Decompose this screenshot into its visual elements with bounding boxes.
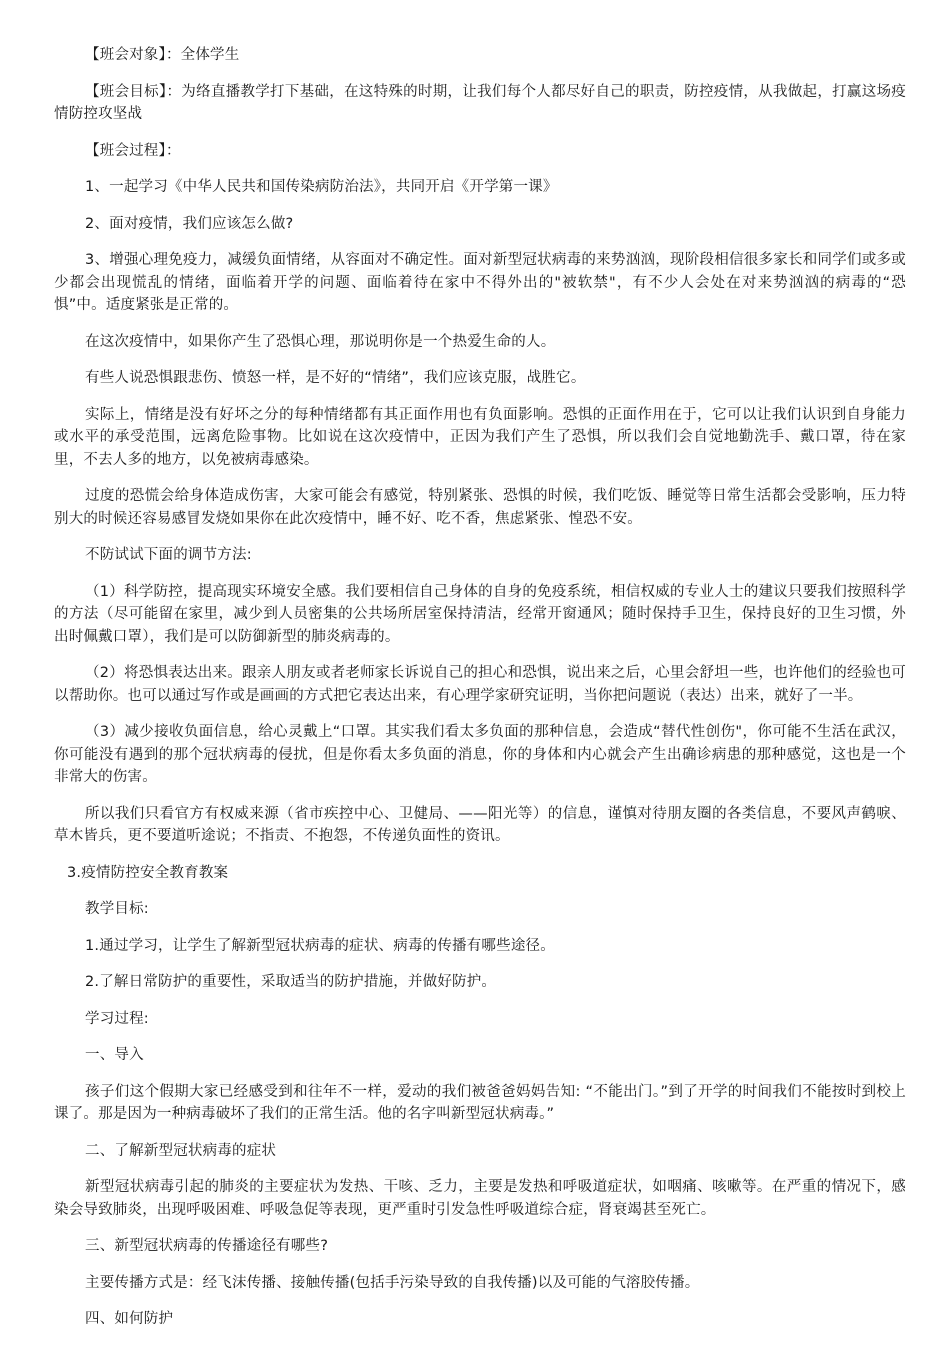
part-4-heading: 四、如何防护	[85, 1311, 174, 1327]
document-page	[54, 44, 906, 1345]
part-1-heading: 一、导入	[85, 1047, 144, 1063]
part-3-heading: 三、新型冠状病毒的传播途径有哪些?	[85, 1238, 329, 1254]
paragraph-methods-intro: 不防试试下面的调节方法:	[85, 547, 252, 563]
paragraph-fear-emotion: 有些人说恐惧跟悲伤、愤怒一样，是不好的“情绪”，我们应该克服，战胜它。	[85, 370, 586, 386]
process-item-3: 3、增强心理免疫力，减缓负面情绪，从容面对不确定性。面对新型冠状病毒的来势汹汹，现阶段相信很多家长和同学们或多或少都会出现慌乱的情绪，面临着开学的问题、面临着待在家中不得外出的"被软禁"，有不少人会处在对来势汹汹的病毒的“恐惧”中。适度紧张是正常的。	[54, 252, 906, 313]
method-1: （1）科学防控，提高现实环境安全感。我们要相信自己身体的自身的免疫系统，相信权威的专业人士的建议只要我们按照科学的方法（尽可能留在家里，减少到人员密集的公共场所居室保持清洁，经常开窗通风；随时保持手卫生，保持良好的卫生习惯，外出时佩戴口罩），我们是可以防御新型的肺炎病毒的。	[54, 583, 906, 645]
paragraph-official-sources: 所以我们只看官方有权威来源（省市疾控中心、卫健局、——阳光等）的信息，谨慎对待朋友圈的各类信息，不要风声鹤唳、草木皆兵，更不要道听途说；不指责、不抱怨，不传递负面性的资讯。	[54, 805, 906, 844]
learning-process-heading: 学习过程:	[85, 1010, 149, 1027]
teaching-goal-heading: 教学目标:	[85, 901, 149, 917]
paragraph-fear-love-life: 在这次疫情中，如果你产生了恐惧心理，那说明你是一个热爱生命的人。	[85, 333, 556, 350]
process-item-1: 1、一起学习《中华人民共和国传染病防治法》，共同开启《开学第一课》	[85, 179, 558, 195]
part-2-text: 新型冠状病毒引起的肺炎的主要症状为发热、干咳、乏力，主要是发热和呼吸道症状，如咽痛、咳嗽等。在严重的情况下，感染会导致肺炎，出现呼吸困难、呼吸急促等表现，更严重时引发急性呼吸道综合症，肾衰竭甚至死亡。	[54, 1179, 906, 1218]
method-2: （2）将恐惧表达出来。跟亲人朋友或者老师家长诉说自己的担心和恐惧，说出来之后，心里会舒坦一些，也许他们的经验也可以帮助你。也可以通过写作或是画画的方式把它表达出来，有心理学家研究证明，当你把问题说（表达）出来，就好了一半。	[54, 665, 906, 704]
section-title: 3.疫情防控安全教育教案	[67, 864, 229, 881]
process-item-2: 2、面对疫情，我们应该怎么做?	[85, 215, 294, 232]
class-process-heading: 【班会过程】：	[85, 142, 181, 159]
paragraph-emotion-effects: 实际上，情绪是没有好坏之分的每种情绪都有其正面作用也有负面影响。恐惧的正面作用在于，它可以让我们认识到自身能力或水平的承受范围，远离危险事物。比如说在这次疫情中，正因为我们产生了恐惧，所以我们会自觉地勤洗手、戴口罩，待在家里，不去人多的地方，以免被病毒感染。	[54, 406, 906, 468]
class-goal: 【班会目标】：为络直播教学打下基础，在这特殊的时期，让我们每个人都尽好自己的职责，防控疫情，从我做起，打赢这场疫情防控攻坚战	[54, 83, 906, 122]
teaching-goal-2: 2.了解日常防护的重要性，采取适当的防护措施，并做好防护。	[85, 974, 497, 990]
method-3: （3）减少接收负面信息，给心灵戴上“口罩。其实我们看太多负面的那种信息，会造成“替代性创伤"，你可能不生活在武汉，你可能没有遇到的那个冠状病毒的侵扰，但是你看太多负面的消息，你的身体和内心就会产生出确诊病患的那种感觉，这也是一个非常大的伤害。	[54, 724, 906, 785]
part-1-text: 孩子们这个假期大家已经感受到和往年不一样，爱动的我们被爸爸妈妈告知: “不能出门。”到了开学的时间我们不能按时到校上课了。那是因为一种病毒破坏了我们的正常生活。他的名字叫新型冠状病毒。”	[54, 1083, 906, 1122]
part-3-text: 主要传播方式是：经飞沫传播、接触传播(包括手污染导致的自我传播)以及可能的气溶胶传播。	[85, 1274, 700, 1291]
part-2-heading: 二、了解新型冠状病毒的症状	[85, 1142, 277, 1159]
teaching-goal-1: 1.通过学习，让学生了解新型冠状病毒的症状、病毒的传播有哪些途径。	[85, 937, 555, 954]
class-audience: 【班会对象】：全体学生	[85, 47, 240, 63]
paragraph-excessive-panic: 过度的恐慌会给身体造成伤害，大家可能会有感觉，特别紧张、恐惧的时候，我们吃饭、睡觉等日常生活都会受影响，压力特别大的时候还容易感冒发烧如果你在此次疫情中，睡不好、吃不香，焦虑紧张、惶恐不安。	[54, 488, 906, 527]
